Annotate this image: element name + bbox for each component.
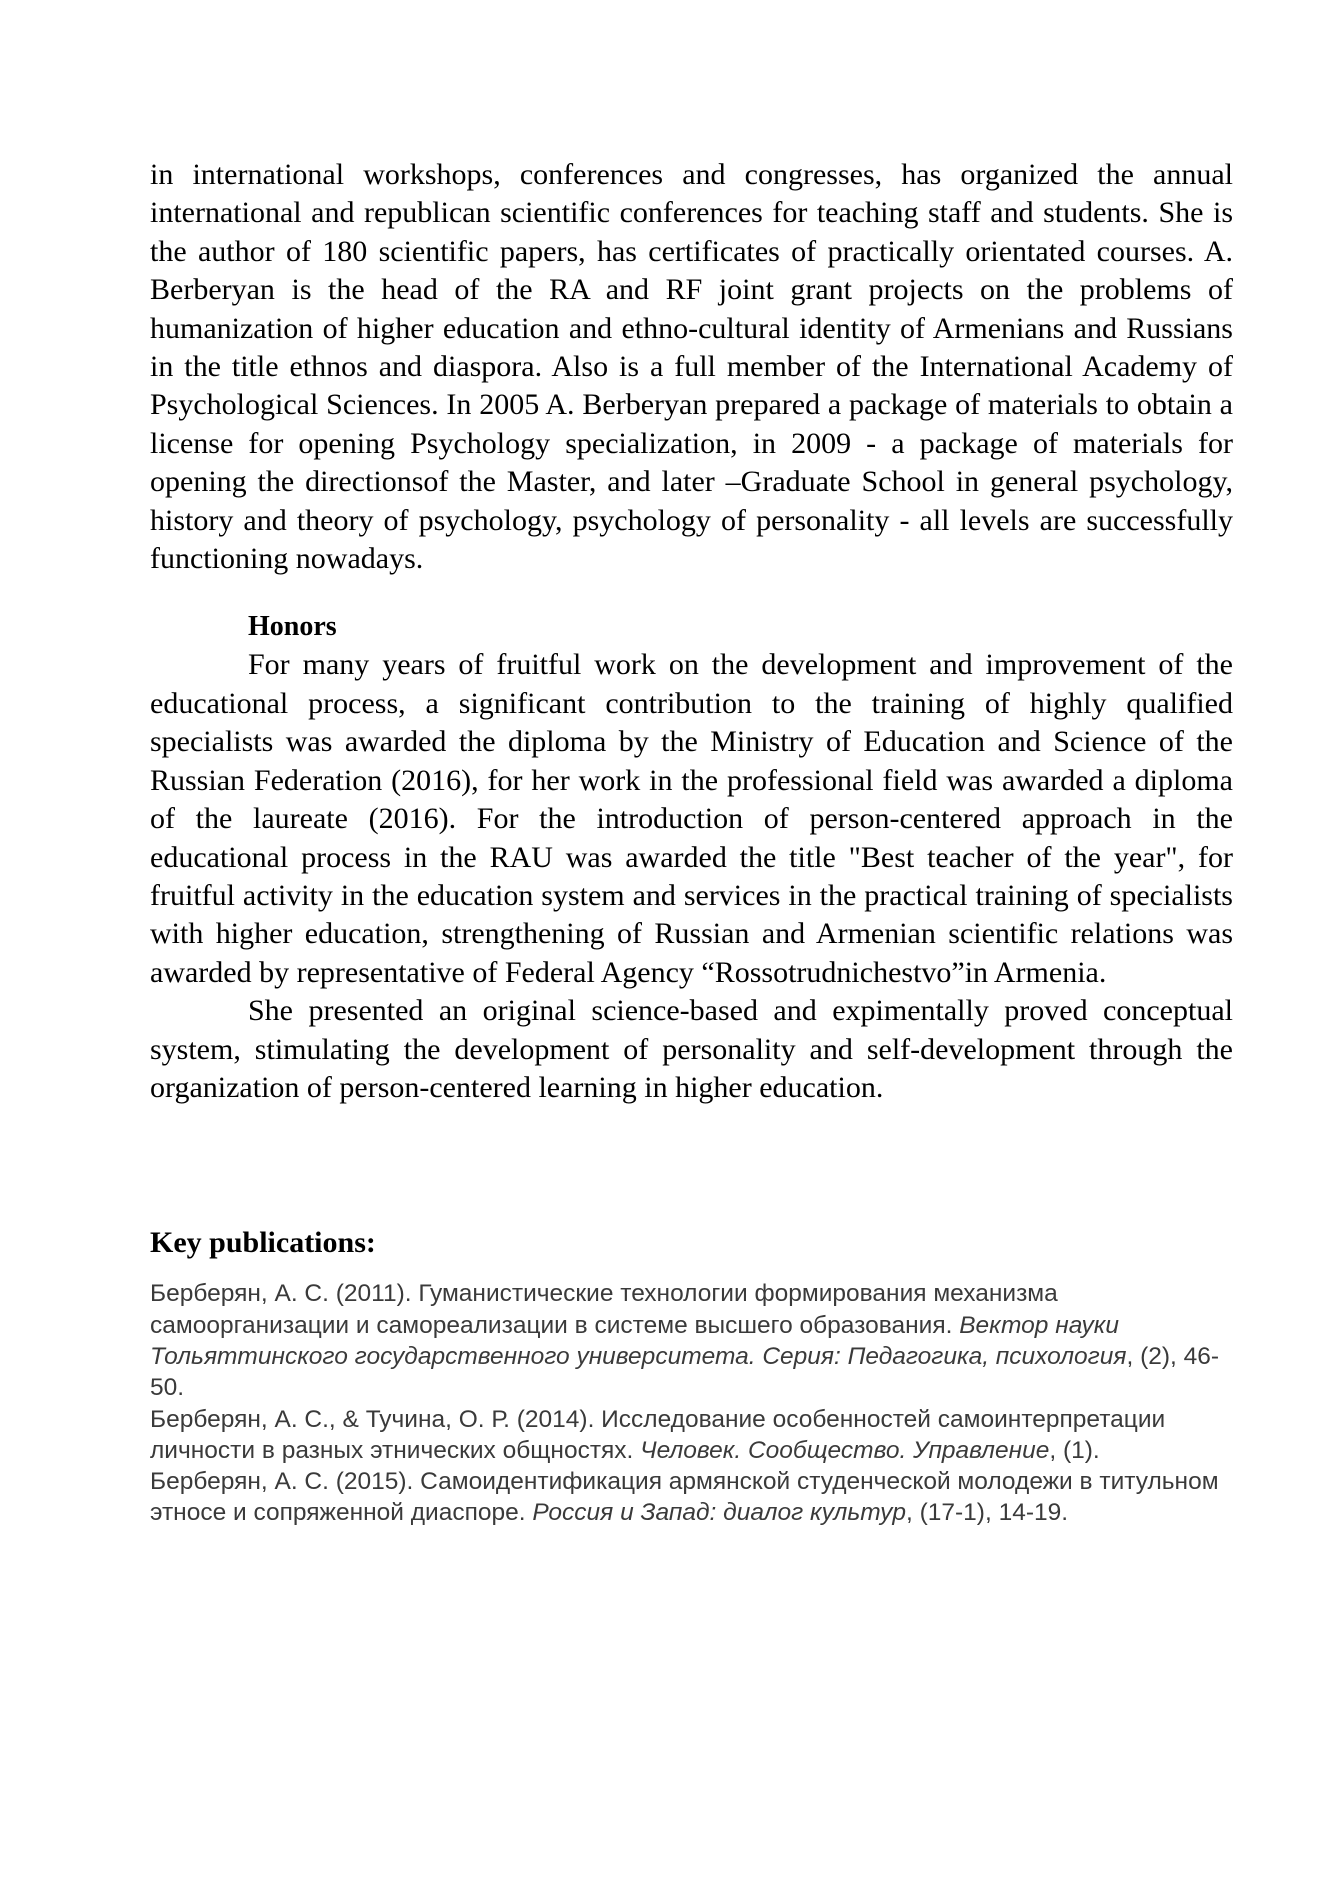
publication-journal: Человек. Сообщество. Управление <box>640 1436 1050 1464</box>
biography-paragraph: in international workshops, conferences and congresses, has organized the annual international and republican scientific conferences for teaching staff and students. She is the author of 180 scientific papers, has certificates of practically orientated courses. A. Berberyan is the head of the RA and RF joint grant projects on the problems of humanization of higher education and ethno-cultural identity of Armenians and Russians in the title ethnos and diaspora. Also is a full member of the International Academy of Psychological Sciences. In 2005 A. Berberyan prepared a package of materials to obtain a license for opening Psychology specialization, in 2009 - a package of materials for opening the directionsof the Master, and later –Graduate School in general psychology, history and theory of psychology, psychology of personality - all levels are successfully functioning nowadays. <box>150 158 1233 576</box>
honors-heading: Honors <box>248 611 337 643</box>
publication-journal: Россия и Запад: диалог культур <box>532 1499 906 1527</box>
publication-issue: , (17-1), 14-19. <box>906 1499 1069 1527</box>
publication-item <box>150 1466 1230 1529</box>
honors-paragraph-system: She presented an original science-based and expimentally proved conceptual system, stimulating the development of personality and self-development through the organization of person-centered learning in higher education. <box>150 994 1233 1104</box>
honors-paragraph-awards: For many years of fruitful work on the development and improvement of the educational process, a significant contribution to the training of highly qualified specialists was awarded the diploma by the Ministry of Education and Science of the Russian Federation (2016), for her work in the professional field was awarded a diploma of the laureate (2016). For the introduction of person-centered approach in the educational process in the RAU was awarded the title "Best teacher of the year", for fruitful activity in the education system and services in the practical training of specialists with higher education, strengthening of Russian and Armenian scientific relations was awarded by representative of Federal Agency “Rossotrudnichestvo”in Armenia. <box>150 648 1233 989</box>
publication-citation: Берберян, А. С., & Тучина, О. Р. (2014). Исследование особенностей самоинтерпретации личности в разных этнических общностях. <box>150 1405 1166 1464</box>
publication-issue: , (2), 46-50. <box>150 1342 1220 1402</box>
publication-journal: Вектор науки Тольяттинского государственного университета. Серия: Педагогика, психология <box>150 1311 1127 1370</box>
publication-issue: , (1). <box>1049 1436 1100 1464</box>
publication-citation: Берберян, А. С. (2011). Гуманистические технологии формирования механизма самоорганизации и самореализации в системе высшего образования. <box>150 1280 1058 1339</box>
publication-item <box>150 1278 1230 1403</box>
document-page <box>150 156 1233 1529</box>
publication-item <box>150 1404 1230 1467</box>
key-publications-heading: Key publications: <box>150 1226 376 1260</box>
publication-citation: Берберян, А. С. (2015). Самоидентификация армянской студенческой молодежи в титульном этносе и сопряженной диаспоре. <box>150 1468 1219 1527</box>
publication-list <box>150 1278 1230 1528</box>
